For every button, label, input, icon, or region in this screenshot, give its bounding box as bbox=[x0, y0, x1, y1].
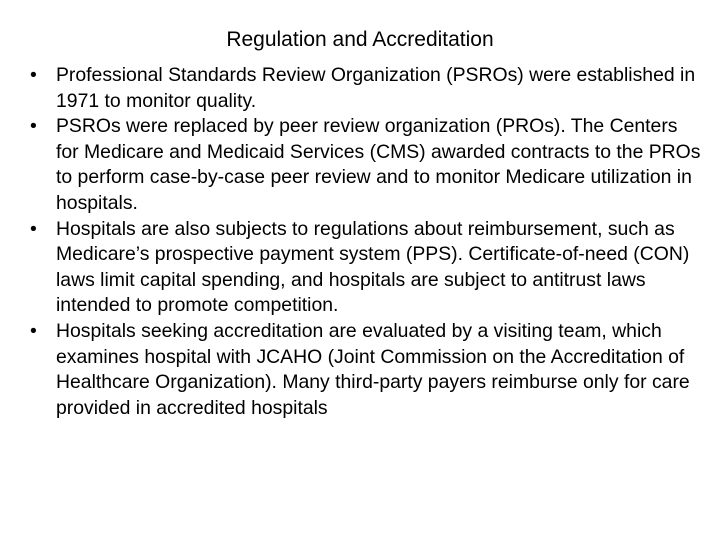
bullet-text: Hospitals seeking accreditation are evaluated by a visiting team, which examines hospital with JCAHO (Joint Commission on the Accreditation of Healthcare Organization). Many third-party payers reimburse only for care provided in accredited hospitals bbox=[56, 319, 690, 419]
bullet-text: Professional Standards Review Organization (PSROs) were established in 1971 to monitor quality. bbox=[56, 64, 696, 112]
slide-title: Regulation and Accreditation bbox=[226, 28, 494, 51]
bullet-dot-icon: • bbox=[30, 217, 37, 240]
bullet-text: Hospitals are also subjects to regulations about reimbursement, such as Medicare’s prospective payment system (PPS). Certificate-of-need (CON) laws limit capital spending, and hospitals are subject to antitrust laws intended to promote competition. bbox=[56, 217, 690, 317]
bullet-dot-icon: • bbox=[30, 64, 37, 86]
bullet-list bbox=[30, 63, 702, 421]
bullet-text: PSROs were replaced by peer review organization (PROs). The Centers for Medicare and Medicaid Services (CMS) awarded contracts to the PROs to perform case-by-case peer review and to monitor Medicare utilization in hospitals. bbox=[56, 115, 701, 214]
bullet-dot-icon: • bbox=[30, 319, 37, 342]
bullet-item bbox=[30, 319, 702, 421]
bullet-item bbox=[30, 114, 702, 216]
bullet-dot-icon: • bbox=[30, 115, 37, 138]
bullet-item bbox=[30, 63, 702, 114]
bullet-item bbox=[30, 217, 702, 319]
